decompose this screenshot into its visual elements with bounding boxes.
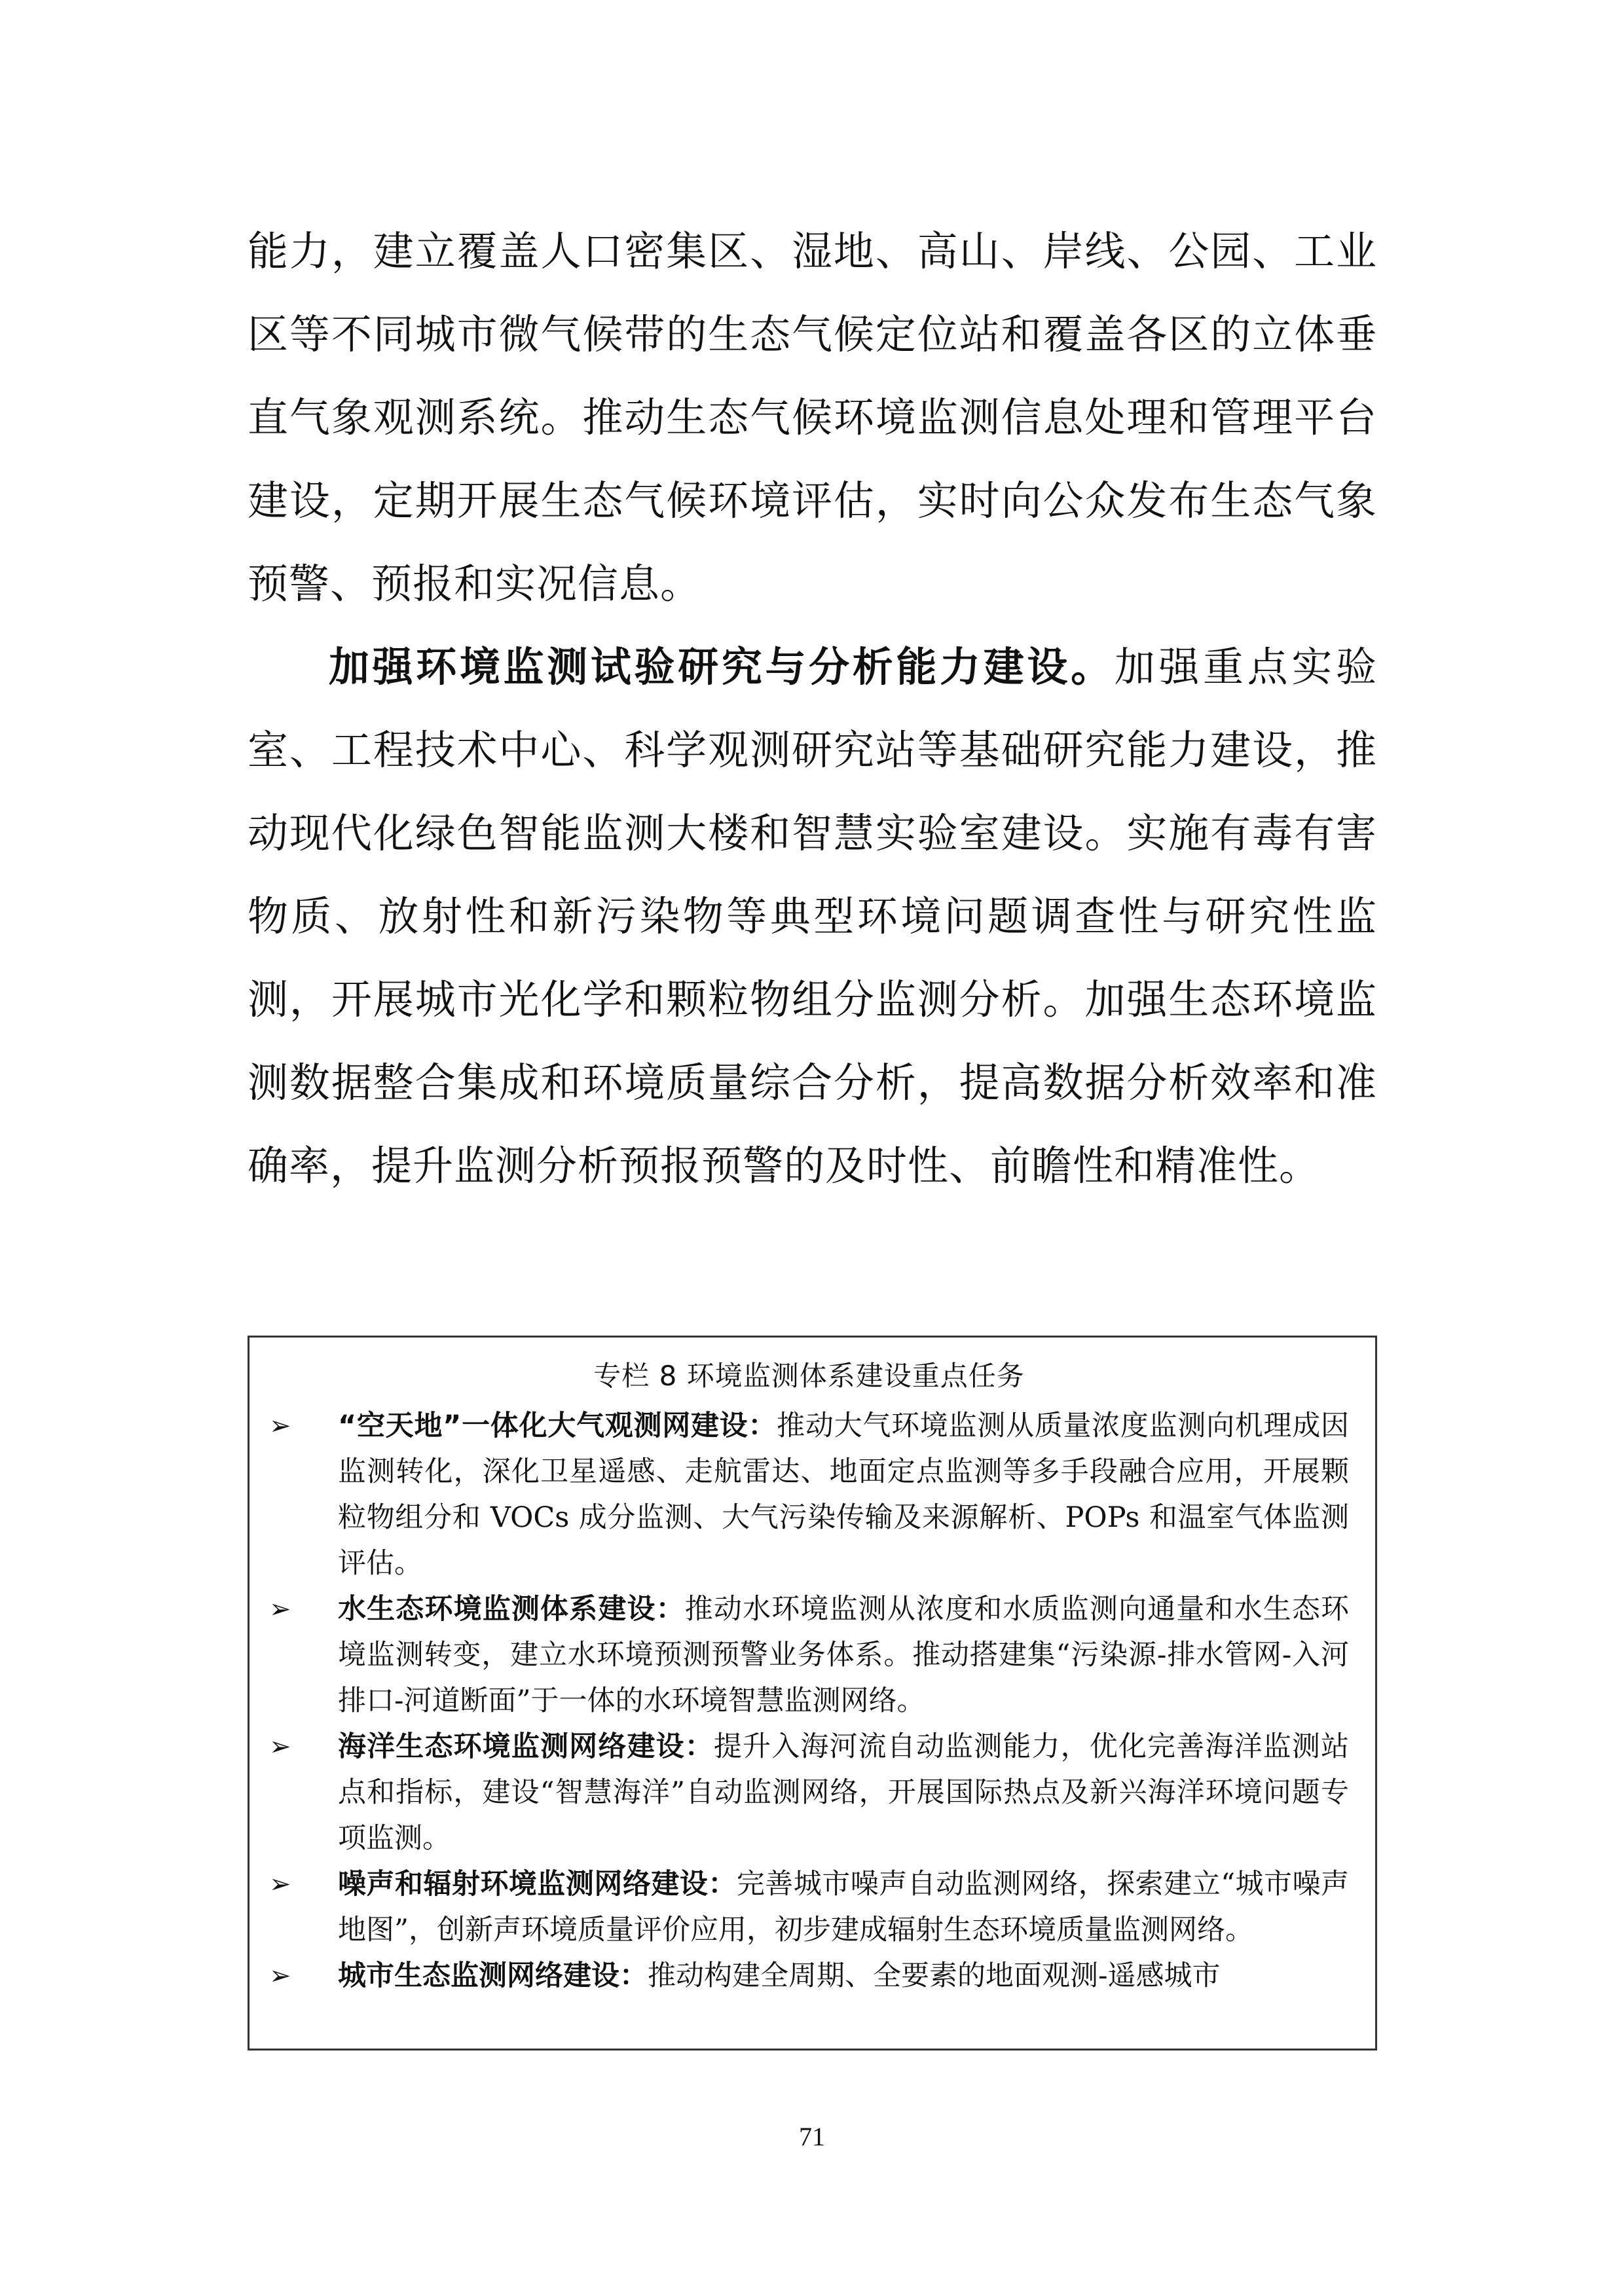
task-label: 水生态环境监测体系建设：: [338, 1593, 685, 1626]
paragraph-2: [248, 625, 1377, 1207]
bullet-arrow-icon: ➢: [269, 1594, 291, 1624]
task-item: [269, 1861, 1349, 1953]
task-item: [269, 1403, 1349, 1586]
task-item: [269, 1586, 1349, 1724]
task-text: 推动大气环境监测从质量浓度监测向机理成因监测转化，深化卫星遥感、走航雷达、地面定点监测等多手段融合应用，开展颗粒物组分和 VOCs 成分监测、大气污染传输及来源解析、POPs 和温室气体监测评估。: [338, 1410, 1349, 1580]
task-content: [338, 1861, 1349, 1953]
bullet-arrow-icon: ➢: [269, 1732, 291, 1762]
bullet-arrow-icon: ➢: [269, 1411, 291, 1441]
task-text: 推动构建全周期、全要素的地面观测-遥感城市: [648, 1959, 1221, 1992]
task-label: 城市生态监测网络建设：: [338, 1959, 648, 1992]
task-label: 噪声和辐射环境监测网络建设：: [338, 1868, 737, 1901]
task-label: “空天地”一体化大气观测网建设：: [338, 1410, 777, 1442]
task-content: [338, 1724, 1349, 1861]
task-content: [338, 1953, 1349, 1999]
task-text: 推动水环境监测从浓度和水质监测向通量和水生态环境监测转变，建立水环境预测预警业务体系。推动搭建集“污染源-排水管网-入河排口-河道断面”于一体的水环境智慧监测网络。: [338, 1593, 1350, 1717]
task-text: 完善城市噪声自动监测网络，探索建立“城市噪声地图”，创新声环境质量评价应用，初步建成辐射生态环境质量监测网络。: [338, 1868, 1350, 1946]
bullet-arrow-icon: ➢: [269, 1961, 291, 1991]
task-item: [269, 1953, 1349, 1999]
bullet-arrow-icon: ➢: [269, 1869, 291, 1899]
box-title: 专栏 8 环境监测体系建设重点任务: [593, 1360, 1025, 1392]
body-text: [248, 210, 1377, 1207]
task-text: 提升入海河流自动监测能力，优化完善海洋监测站点和指标，建设“智慧海洋”自动监测网络，开展国际热点及新兴海洋环境问题专项监测。: [338, 1730, 1350, 1855]
key-tasks-box: [248, 1336, 1377, 2050]
paragraph-2-text: 加强重点实验室、工程技术中心、科学观测研究站等基础研究能力建设，推动现代化绿色智能监测大楼和智慧实验室建设。实施有毒有害物质、放射性和新污染物等典型环境问题调查性与研究性监测，开展城市光化学和颗粒物组分监测分析。加强生态环境监测数据整合集成和环境质量综合分析，提高数据分析效率和准确率，提升监测分析预报预警的及时性、前瞻性和精准性。: [248, 643, 1377, 1190]
page-number: 71: [799, 2122, 825, 2151]
task-content: [338, 1586, 1349, 1724]
paragraph-2-lead: 加强环境监测试验研究与分析能力建设。: [329, 643, 1115, 691]
task-item: [269, 1724, 1349, 1861]
task-content: [338, 1403, 1349, 1586]
paragraph-1: 能力，建立覆盖人口密集区、湿地、高山、岸线、公园、工业区等不同城市微气候带的生态气候定位站和覆盖各区的立体垂直气象观测系统。推动生态气候环境监测信息处理和管理平台建设，定期开展生态气候环境评估，实时向公众发布生态气象预警、预报和实况信息。: [248, 227, 1377, 608]
task-label: 海洋生态环境监测网络建设：: [338, 1730, 714, 1763]
